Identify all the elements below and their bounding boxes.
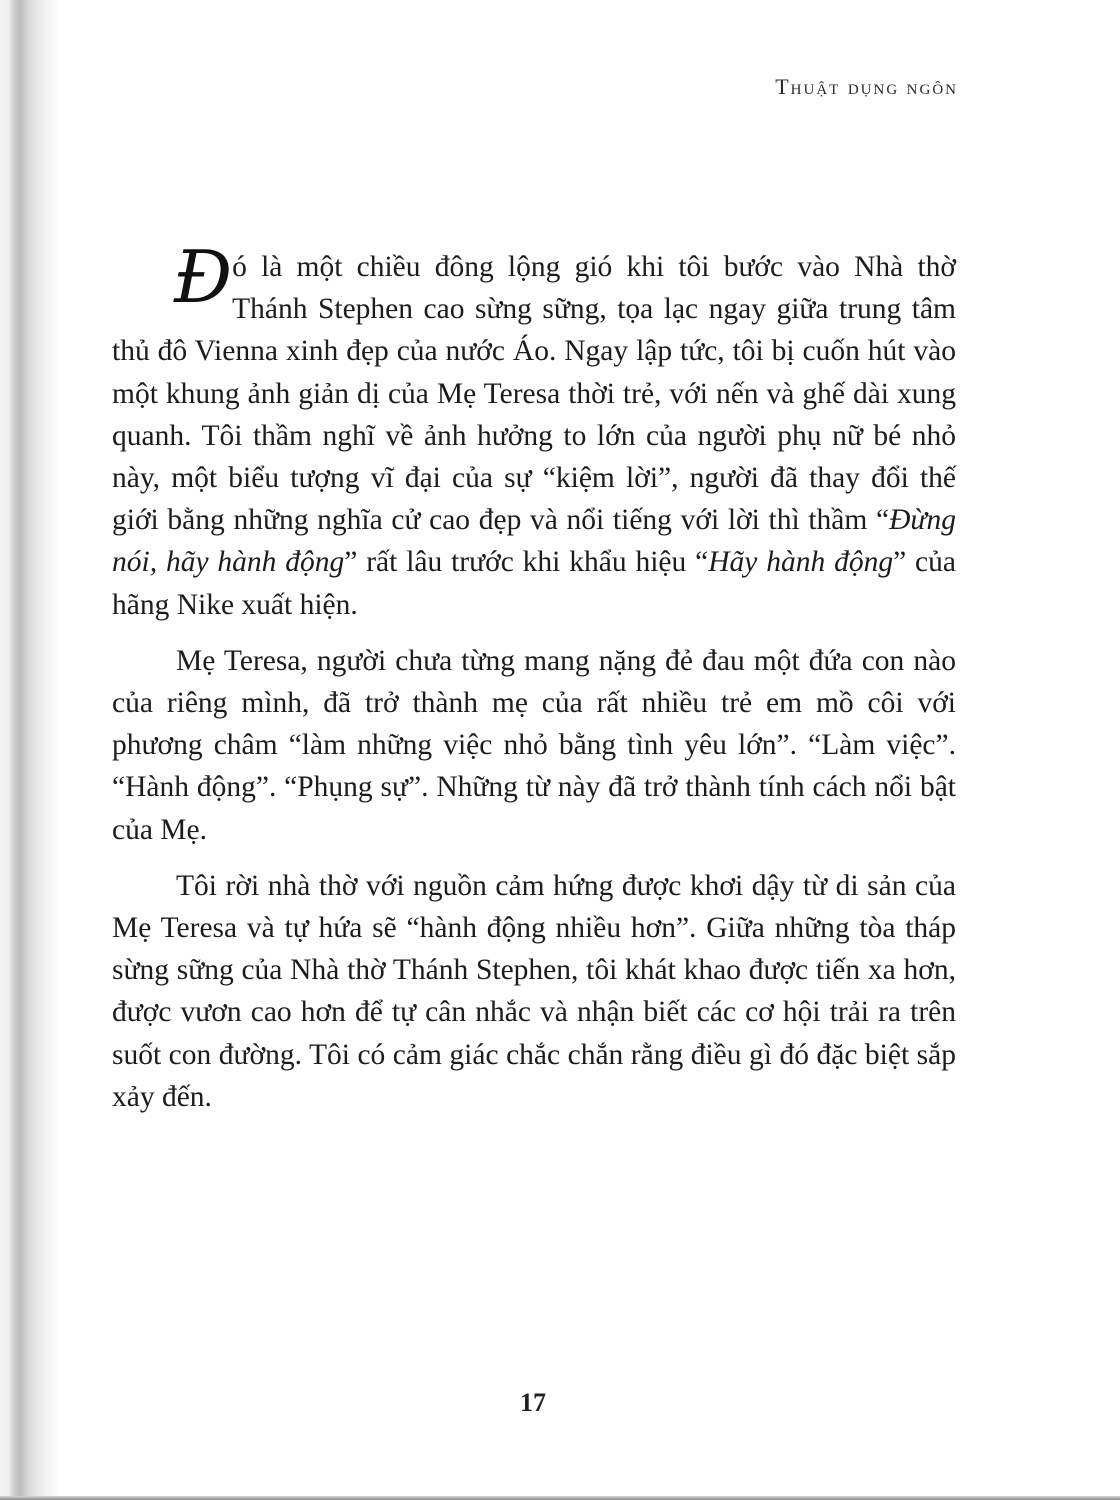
quote-hay-hanh-dong: Hãy hành động xyxy=(708,546,894,579)
body-text xyxy=(112,235,956,1118)
paragraph-3: Tôi rời nhà thờ với nguồn cảm hứng được khơi dậy từ di sản của Mẹ Teresa và tự hứa sẽ “hành động nhiều hơn”. Giữa những tòa tháp sừng sững của Nhà thờ Thánh Stephen, tôi khát khao được tiến xa hơn, được vươn cao hơn để tự cân nhắc và nhận biết các cơ hội trải ra trên suốt con đường. Tôi có cảm giác chắc chắn rằng điều gì đó đặc biệt sắp xảy đến. xyxy=(112,869,956,1113)
drop-cap: Đ xyxy=(174,235,233,319)
paragraph-2: Mẹ Teresa, người chưa từng mang nặng đẻ đau một đứa con nào của riêng mình, đã trở thành mẹ của rất nhiều trẻ em mồ côi với phương châm “làm những việc nhỏ bằng tình yêu lớn”. “Làm việc”. “Hành động”. “Phụng sự”. Những từ này đã trở thành tính cách nổi bật của Mẹ. xyxy=(112,644,956,846)
paragraph-1-ending: ” của hãng Nike xuất hiện. xyxy=(112,546,956,621)
paragraph-1 xyxy=(112,235,956,626)
page-bottom-edge xyxy=(0,1496,1120,1500)
running-head: Thuật dụng ngôn xyxy=(775,74,958,99)
paragraph-1-middle: ” rất lâu trước khi khẩu hiệu “ xyxy=(344,546,709,579)
quote-dung-noi-hay-hanh-dong: Đừng nói, hãy hành động xyxy=(112,504,956,579)
page-number: 17 xyxy=(520,1388,546,1417)
paragraph-1-opening: ó là một chiều đông lộng gió khi tôi bước vào Nhà thờ Thánh Stephen cao sừng sững, tọa lạc ngay giữa trung tâm thủ đô Vienna xinh đẹp của nước Áo. Ngay lập tức, tôi bị cuốn hút vào một khung ảnh giản dị của Mẹ Teresa thời trẻ, với nến và ghế dài xung quanh. Tôi thầm nghĩ về ảnh hưởng to lớn của người phụ nữ bé nhỏ này, một biểu tượng vĩ đại của sự “kiệm lời”, người đã thay đổi thế giới bằng những nghĩa cử cao đẹp và nổi tiếng với lời thì thầm “ xyxy=(112,251,956,537)
page-gutter-shadow xyxy=(0,0,60,1500)
